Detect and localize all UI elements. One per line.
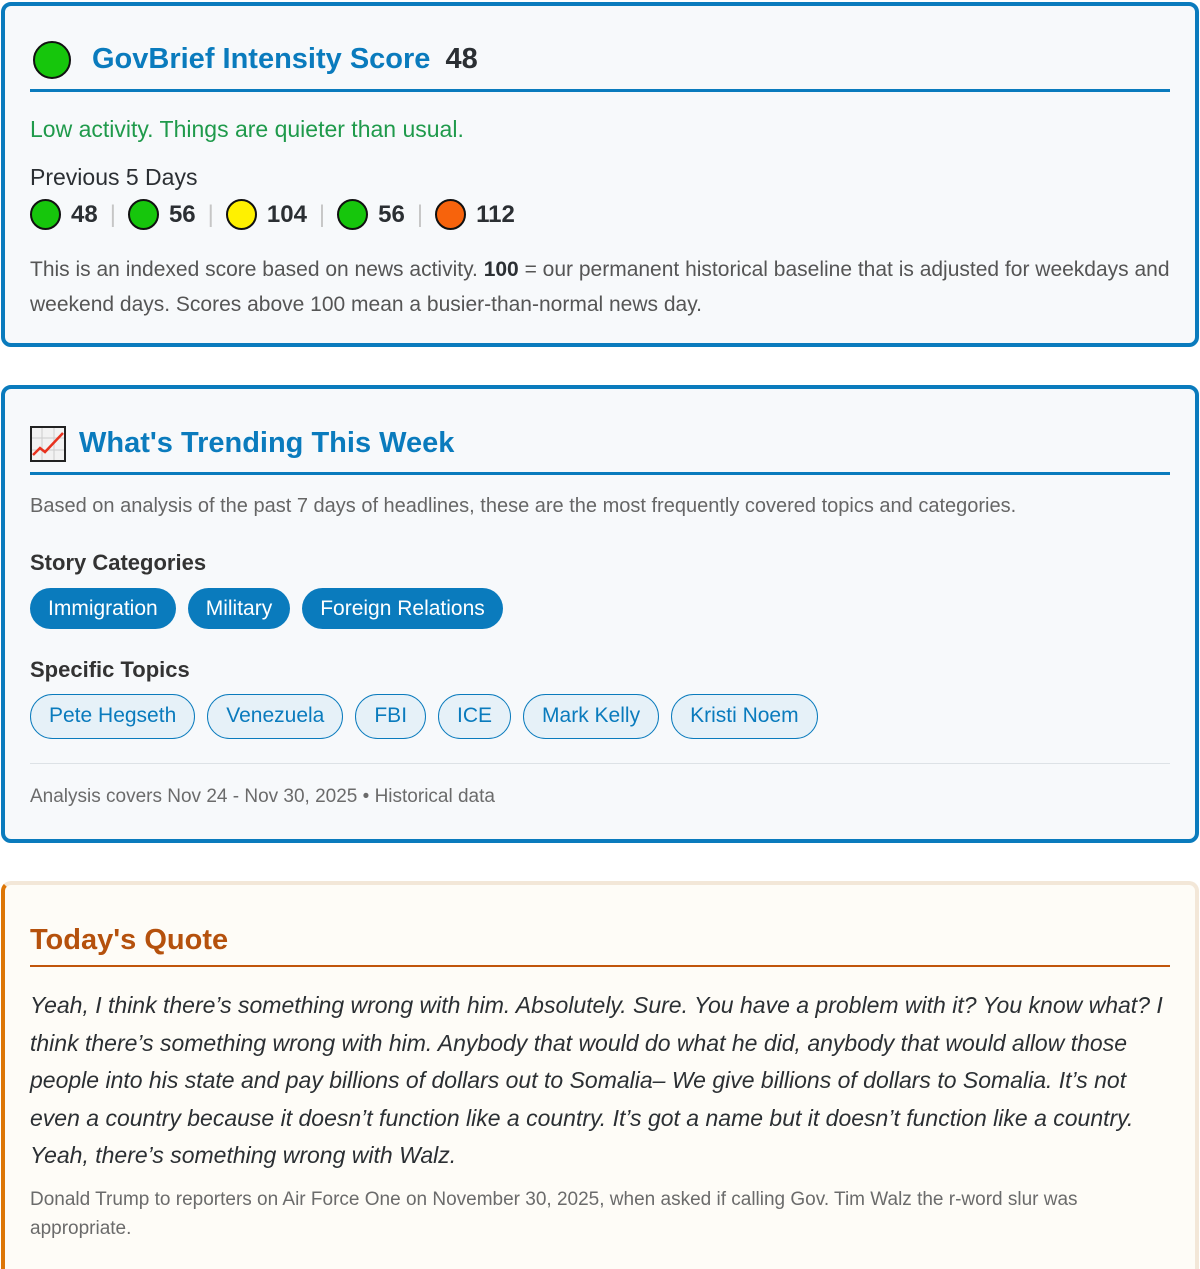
day-score: 48 (71, 200, 98, 228)
status-text: Low activity. Things are quieter than usual. (30, 116, 464, 142)
day-score: 56 (168, 200, 196, 228)
category-tags (30, 588, 1170, 629)
topic-tag[interactable]: Kristi Noem (671, 694, 818, 739)
topic-tag[interactable]: Venezuela (207, 694, 343, 739)
separator: | (416, 200, 424, 228)
quote-text: Yeah, I think there’s something wrong with him. Absolutely. Sure. You have a problem with it? You know what? I think there’s something wrong with him. Anybody that would do what he did, anybody that would allow those people into his state and pay billions of dollars out to Somalia– We give billions of dollars to Somalia. It’s not even a country because it doesn’t function like a country. It’s got a name but it doesn’t function like a country. Yeah, there’s something wrong with Walz. (30, 992, 1163, 1168)
score-circle-icon (435, 199, 466, 230)
desc-text: This is an indexed score based on news activity. (30, 258, 484, 281)
score-circle-icon (30, 199, 61, 230)
trending-subtitle: Based on analysis of the past 7 days of headlines, these are the most frequently covered topics and categories. (30, 495, 1017, 517)
day-score: 56 (378, 200, 405, 228)
trending-header (30, 419, 1170, 475)
topic-tag[interactable]: Mark Kelly (523, 694, 659, 739)
trending-title: What's Trending This Week (79, 427, 455, 459)
separator: | (207, 200, 214, 228)
topic-tag[interactable]: ICE (438, 694, 511, 739)
category-tag[interactable]: Immigration (30, 588, 176, 629)
intensity-title: GovBrief Intensity Score (92, 43, 431, 75)
desc-baseline: 100 (483, 258, 519, 281)
topic-tag[interactable]: FBI (355, 694, 426, 739)
separator: | (318, 200, 326, 228)
category-tag[interactable]: Foreign Relations (302, 588, 503, 629)
quote-attribution: Donald Trump to reporters on Air Force One on November 30, 2025, when asked if calling Gov. Tim Walz the r-word slur was appropriate. (30, 1188, 1078, 1239)
desc-text-end: = our permanent historical baseline that is adjusted for weekdays and weekend days. Scores above 100 mean a busier-than-normal news day. (30, 258, 1170, 316)
category-tag[interactable]: Military (188, 588, 291, 629)
analysis-footer: Analysis covers Nov 24 - Nov 30, 2025 • Historical data (30, 763, 1170, 808)
day-score: 112 (476, 200, 515, 228)
green-circle-icon (33, 41, 71, 79)
chart-increasing-icon (30, 426, 66, 462)
day-score: 104 (266, 200, 307, 228)
previous-days-label: Previous 5 Days (30, 164, 198, 190)
quote-card (1, 881, 1199, 1269)
intensity-score: 48 (445, 43, 478, 75)
quote-header (30, 915, 1170, 967)
score-circle-icon (337, 199, 368, 230)
topics-label: Specific Topics (30, 657, 190, 682)
score-circle-icon (226, 199, 257, 230)
trending-card (1, 385, 1199, 843)
topic-tags (30, 694, 1170, 739)
separator: | (109, 200, 116, 228)
intensity-score-card (1, 2, 1199, 347)
score-description (30, 252, 1170, 322)
previous-days-list (30, 199, 1170, 230)
categories-label: Story Categories (30, 550, 207, 575)
score-circle-icon (128, 199, 159, 230)
intensity-header (30, 36, 1170, 92)
quote-title: Today's Quote (30, 923, 229, 956)
topic-tag[interactable]: Pete Hegseth (30, 694, 195, 739)
